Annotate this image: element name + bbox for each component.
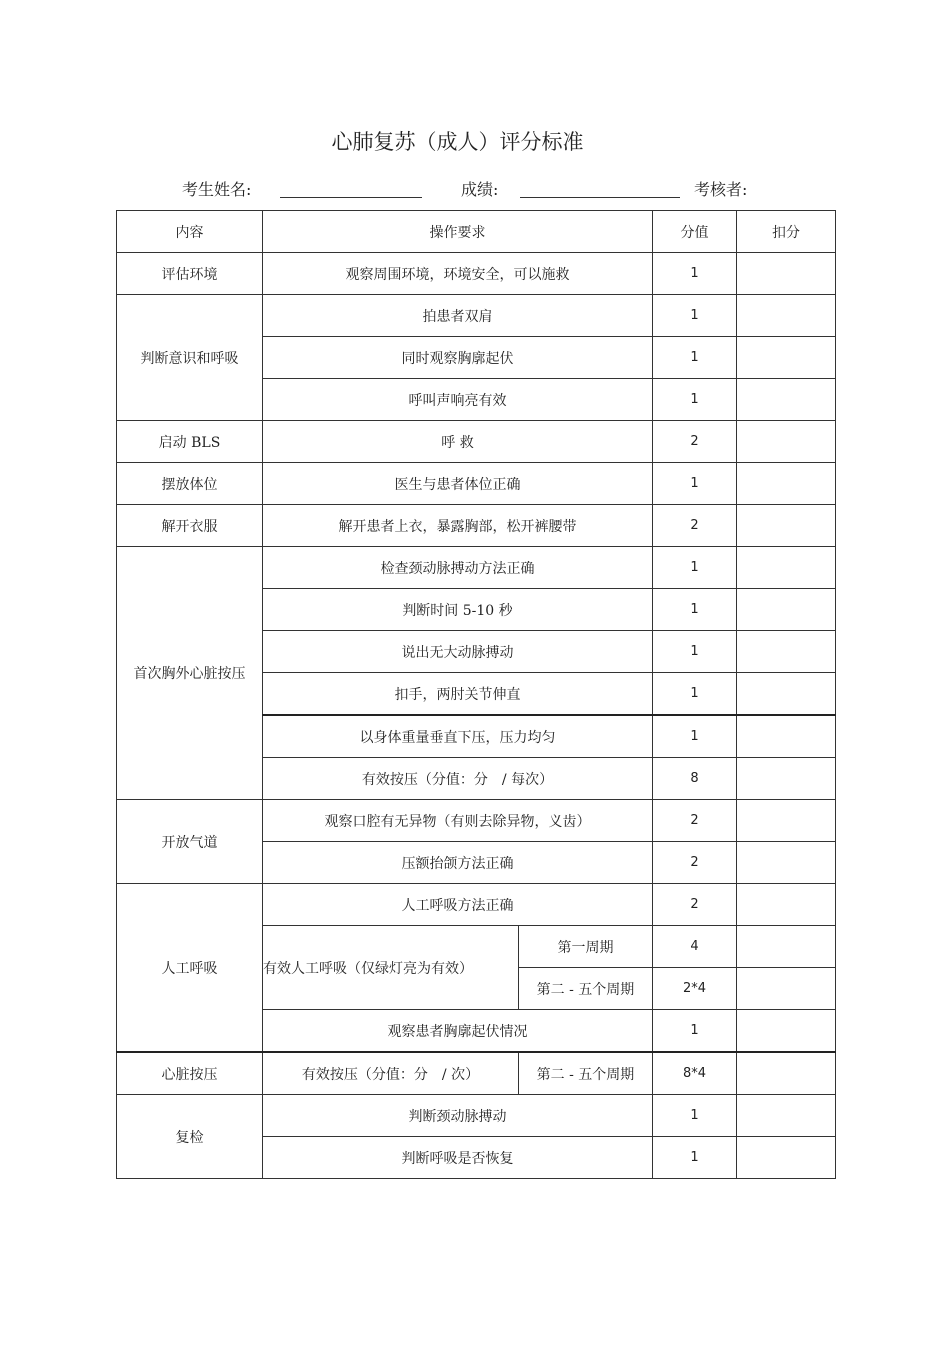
category-cell: 心脏按压 (117, 1052, 263, 1095)
score-cell: 2*4 (653, 968, 737, 1010)
requirement-cell: 医生与患者体位正确 (263, 463, 653, 505)
requirement-cell: 判断时间 5-10 秒 (263, 589, 653, 631)
deduction-cell[interactable] (737, 715, 836, 758)
deduction-cell[interactable] (737, 968, 836, 1010)
category-cell: 判断意识和呼吸 (117, 295, 263, 421)
requirement-cell: 说出无大动脉搏动 (263, 631, 653, 673)
requirement-cell: 观察口腔有无异物（有则去除异物，义齿） (263, 800, 653, 842)
table-row (117, 295, 836, 337)
score-cell: 1 (653, 379, 737, 421)
category-cell: 复检 (117, 1095, 263, 1179)
requirement-cell: 以身体重量垂直下压，压力均匀 (263, 715, 653, 758)
deduction-cell[interactable] (737, 926, 836, 968)
table-row (117, 547, 836, 589)
header-requirement: 操作要求 (263, 211, 653, 253)
deduction-cell[interactable] (737, 758, 836, 800)
deduction-cell[interactable] (737, 253, 836, 295)
requirement-cell: 有效按压（分值：分 / 每次） (263, 758, 653, 800)
table-row (117, 1095, 836, 1137)
header-score: 分值 (653, 211, 737, 253)
requirement-cell: 人工呼吸方法正确 (263, 884, 653, 926)
requirement-cell: 呼叫声响亮有效 (263, 379, 653, 421)
deduction-cell[interactable] (737, 1052, 836, 1095)
category-cell: 人工呼吸 (117, 884, 263, 1053)
table-row (117, 253, 836, 295)
deduction-cell[interactable] (737, 1010, 836, 1053)
deduction-cell[interactable] (737, 1095, 836, 1137)
score-cell: 1 (653, 715, 737, 758)
table-row (117, 1052, 836, 1095)
score-cell: 1 (653, 463, 737, 505)
name-field[interactable] (280, 197, 422, 198)
deduction-cell[interactable] (737, 1137, 836, 1179)
score-cell: 8 (653, 758, 737, 800)
cycle-cell: 第二 - 五个周期 (519, 1052, 653, 1095)
deduction-cell[interactable] (737, 673, 836, 716)
requirement-cell: 观察患者胸廓起伏情况 (263, 1010, 653, 1053)
deduction-cell[interactable] (737, 631, 836, 673)
deduction-cell[interactable] (737, 337, 836, 379)
requirement-cell: 检查颈动脉搏动方法正确 (263, 547, 653, 589)
score-cell: 8*4 (653, 1052, 737, 1095)
score-cell: 2 (653, 800, 737, 842)
name-label: 考生姓名: (182, 180, 252, 199)
category-cell: 解开衣服 (117, 505, 263, 547)
table-header-row (117, 211, 836, 253)
category-cell: 首次胸外心脏按压 (117, 547, 263, 800)
cycle-cell: 第二 - 五个周期 (519, 968, 653, 1010)
table-row (117, 463, 836, 505)
deduction-cell[interactable] (737, 800, 836, 842)
page-title: 心肺复苏（成人）评分标准 (331, 130, 584, 154)
category-cell: 摆放体位 (117, 463, 263, 505)
header-deduction: 扣分 (737, 211, 836, 253)
table-row (117, 505, 836, 547)
table-row (117, 884, 836, 926)
requirement-cell: 压额抬颌方法正确 (263, 842, 653, 884)
category-cell: 启动 BLS (117, 421, 263, 463)
cycle-cell: 第一周期 (519, 926, 653, 968)
deduction-cell[interactable] (737, 884, 836, 926)
score-cell: 2 (653, 505, 737, 547)
requirement-cell: 呼 救 (263, 421, 653, 463)
score-cell: 2 (653, 884, 737, 926)
score-cell: 1 (653, 673, 737, 716)
score-cell: 1 (653, 631, 737, 673)
requirement-cell: 拍患者双肩 (263, 295, 653, 337)
score-cell: 1 (653, 295, 737, 337)
deduction-cell[interactable] (737, 295, 836, 337)
scoring-table (116, 210, 836, 1179)
table-row (117, 800, 836, 842)
deduction-cell[interactable] (737, 421, 836, 463)
score-cell: 1 (653, 1137, 737, 1179)
deduction-cell[interactable] (737, 463, 836, 505)
deduction-cell[interactable] (737, 379, 836, 421)
score-cell: 1 (653, 1095, 737, 1137)
deduction-cell[interactable] (737, 505, 836, 547)
table-row (117, 421, 836, 463)
requirement-cell: 观察周围环境，环境安全，可以施救 (263, 253, 653, 295)
score-cell: 1 (653, 589, 737, 631)
requirement-cell: 判断呼吸是否恢复 (263, 1137, 653, 1179)
category-cell: 开放气道 (117, 800, 263, 884)
category-cell: 评估环境 (117, 253, 263, 295)
examiner-label: 考核者: (694, 180, 748, 199)
score-cell: 2 (653, 421, 737, 463)
requirement-cell: 解开患者上衣，暴露胸部，松开裤腰带 (263, 505, 653, 547)
deduction-cell[interactable] (737, 547, 836, 589)
requirement-cell: 扣手，两肘关节伸直 (263, 673, 653, 716)
deduction-cell[interactable] (737, 842, 836, 884)
deduction-cell[interactable] (737, 589, 836, 631)
score-cell: 4 (653, 926, 737, 968)
header-content: 内容 (117, 211, 263, 253)
score-field[interactable] (520, 197, 680, 198)
score-cell: 1 (653, 547, 737, 589)
score-cell: 1 (653, 253, 737, 295)
requirement-cell: 同时观察胸廓起伏 (263, 337, 653, 379)
score-cell: 1 (653, 1010, 737, 1053)
score-label: 成绩: (461, 180, 499, 199)
requirement-cell: 判断颈动脉搏动 (263, 1095, 653, 1137)
requirement-cell: 有效人工呼吸（仅绿灯亮为有效） (263, 926, 519, 1010)
score-cell: 1 (653, 337, 737, 379)
score-cell: 2 (653, 842, 737, 884)
requirement-cell: 有效按压（分值：分 / 次） (263, 1052, 519, 1095)
